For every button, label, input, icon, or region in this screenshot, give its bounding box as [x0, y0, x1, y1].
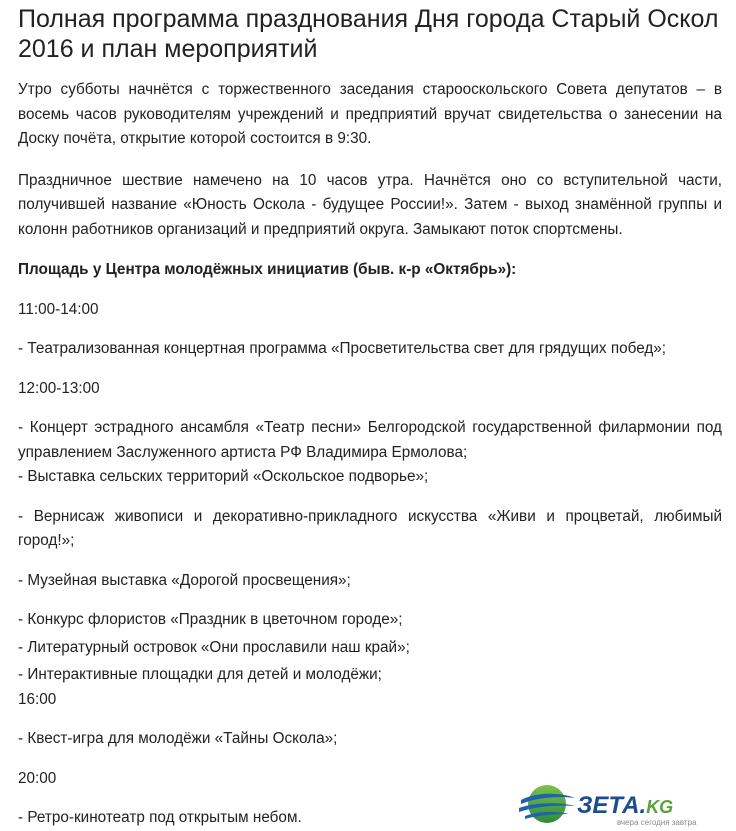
intro-paragraph: Утро субботы начнётся с торжественного заседания старооскольского Совета депутатов – в восемь часов руководителям учреждений и предприятий вручат свидетельства о занесении на Доску почёта, открытие которой состоится в 9:30.	[18, 81, 722, 147]
article	[18, 4, 722, 831]
program-item: - Квест-игра для молодёжи «Тайны Оскола»;	[18, 730, 338, 747]
site-watermark	[517, 778, 736, 830]
procession-paragraph: Праздничное шествие намечено на 10 часов утра. Начнётся оно со вступительной части, получившей название «Юность Оскола - будущее России!». Затем - выход знамённой группы и колонн работников организаций и предприятий округа. Замыкают поток спортсмены.	[18, 171, 722, 238]
program-item: - Конкурс флористов «Праздник в цветочном городе»;	[18, 611, 403, 628]
page-title: Полная программа празднования Дня города Старый Оскол 2016 и план мероприятий	[18, 5, 719, 63]
time-slot: 16:00	[18, 690, 57, 708]
globe-logo-icon	[517, 778, 577, 830]
program-item: - Музейная выставка «Дорогой просвещения»;	[18, 571, 351, 589]
program-item: - Театрализованная концертная программа «Просветительства свет для грядущих побед»;	[18, 340, 667, 357]
program-item: - Ретро-кинотеатр под открытым небом.	[18, 809, 302, 826]
program-item: - Концерт эстрадного ансамбля «Театр песни» Белгородской государственной филармонии под управлением Заслуженного артиста РФ Владимира Ермолова;	[18, 419, 722, 461]
program-item: - Выставка сельских территорий «Оскольское подворье»;	[18, 468, 429, 485]
program-item: - Интерактивные площадки для детей и молодёжи;	[18, 666, 382, 683]
program-item: - Вернисаж живописи и декоративно-прикладного искусства «Живи и процветай, любимый город!»;	[18, 507, 722, 549]
program-item: - Литературный островок «Они прославили наш край»;	[18, 638, 410, 656]
time-slot: 11:00-14:00	[18, 300, 99, 318]
time-slot: 12:00-13:00	[18, 379, 100, 397]
time-slot: 20:00	[18, 769, 57, 787]
venue-heading: Площадь у Центра молодёжных инициатив (быв. к-р «Октябрь»):	[18, 261, 517, 278]
watermark-tagline: вчера сегодня завтра	[617, 818, 697, 827]
watermark-brand: ЗЕТА.KG	[577, 792, 674, 819]
